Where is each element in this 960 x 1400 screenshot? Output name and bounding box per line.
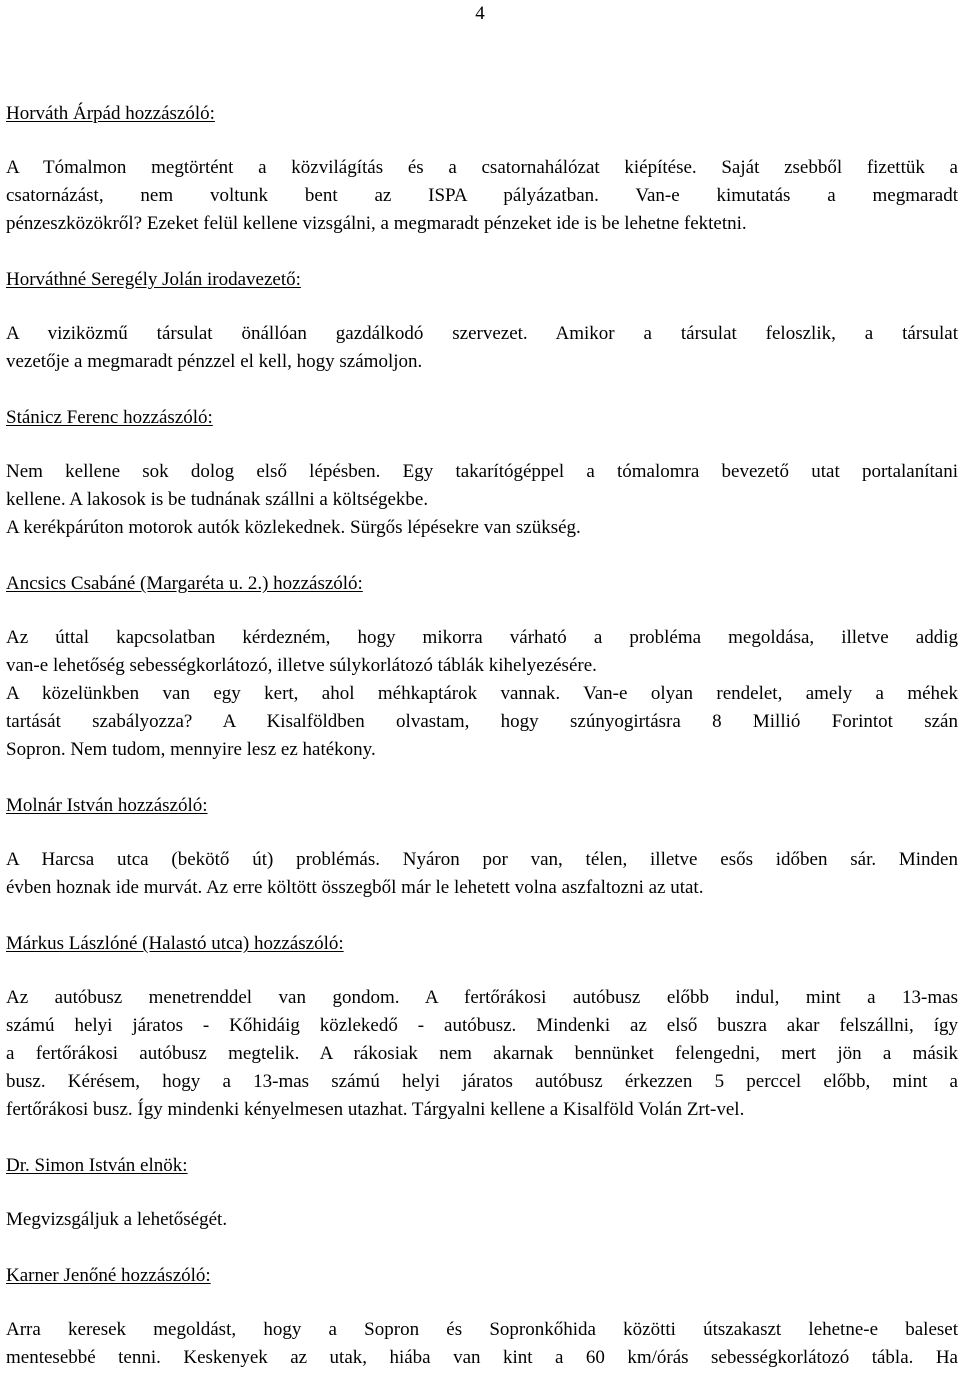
text-line: Arra keresek megoldást, hogy a Sopron és Sopronkőhida közötti útszakaszt lehetne-e baleset <box>6 1319 958 1340</box>
page-number: 4 <box>475 3 485 24</box>
text-line: Megvizsgáljuk a lehetőségét. <box>6 1209 228 1230</box>
speech-paragraph <box>6 458 958 542</box>
speaker-heading: Stánicz Ferenc hozzászóló: <box>6 407 213 428</box>
speaker-heading: Dr. Simon István elnök: <box>6 1155 188 1176</box>
text-line: A közelünkben van egy kert, ahol méhkaptárok vannak. Van-e olyan rendelet, amely a méhek <box>6 683 958 704</box>
text-line: vezetője a megmaradt pénzzel el kell, hogy számoljon. <box>6 351 423 372</box>
speaker-heading: Ancsics Csabáné (Margaréta u. 2.) hozzászóló: <box>6 573 363 594</box>
text-line: Nem kellene sok dolog első lépésben. Egy takarítógéppel a tómalomra bevezető utat portalanítani <box>6 461 958 482</box>
text-line: csatornázást, nem voltunk bent az ISPA pályázatban. Van-e kimutatás a megmaradt <box>6 185 958 206</box>
text-line: számú helyi járatos - Kőhidáig közlekedő - autóbusz. Mindenki az első buszra akar felszállni, így <box>6 1015 958 1036</box>
text-line: Az autóbusz menetrenddel van gondom. A fertőrákosi autóbusz előbb indul, mint a 13-mas <box>6 987 958 1008</box>
speaker-heading: Karner Jenőné hozzászóló: <box>6 1265 211 1286</box>
speaker-heading: Horváth Árpád hozzászóló: <box>6 103 215 124</box>
speech-paragraph <box>6 984 958 1124</box>
speech-paragraph <box>6 1206 958 1234</box>
text-line: A kerékpárúton motorok autók közlekednek. Sürgős lépésekre van szükség. <box>6 517 581 538</box>
document-body <box>6 100 958 1400</box>
speech-paragraph <box>6 846 958 902</box>
speech-paragraph <box>6 624 958 764</box>
text-line: évben hoznak ide murvát. Az erre költött összegből már le lehetett volna aszfaltozni az utat. <box>6 877 704 898</box>
text-line: a fertőrákosi autóbusz megtelik. A rákosiak nem akarnak bennünket felengedni, mert jön a másik <box>6 1043 958 1064</box>
text-line: busz. Kérésem, hogy a 13-mas számú helyi járatos autóbusz érkezzen 5 perccel előbb, mint a <box>6 1071 958 1092</box>
text-line: Sopron. Nem tudom, mennyire lesz ez hatékony. <box>6 739 376 760</box>
text-line: A viziközmű társulat önállóan gazdálkodó szervezet. Amikor a társulat feloszlik, a társulat <box>6 323 958 344</box>
text-line: fertőrákosi busz. Így mindenki kényelmesen utazhat. Tárgyalni kellene a Kisalföld Volán Zrt-vel. <box>6 1099 745 1120</box>
speaker-heading: Molnár István hozzászóló: <box>6 795 208 816</box>
text-line: pénzeszközökről? Ezeket felül kellene vizsgálni, a megmaradt pénzeket ide is be lehetne fektetni. <box>6 213 747 234</box>
text-line: A Tómalmon megtörtént a közvilágítás és a csatornahálózat kiépítése. Saját zsebből fizettük a <box>6 157 958 178</box>
speech-paragraph <box>6 1316 958 1372</box>
speaker-heading: Márkus Lászlóné (Halastó utca) hozzászóló: <box>6 933 344 954</box>
speech-paragraph <box>6 154 958 238</box>
text-line: A Harcsa utca (bekötő út) problémás. Nyáron por van, télen, illetve esős időben sár. Minden <box>6 849 958 870</box>
speech-paragraph <box>6 320 958 376</box>
text-line: kellene. A lakosok is be tudnának szállni a költségekbe. <box>6 489 429 510</box>
text-line: van-e lehetőség sebességkorlátozó, illetve súlykorlátozó táblák kihelyezésére. <box>6 655 597 676</box>
text-line: tartását szabályozza? A Kisalföldben olvastam, hogy szúnyogirtásra 8 Millió Forintot szán <box>6 711 958 732</box>
speaker-heading: Horváthné Seregély Jolán irodavezető: <box>6 269 301 290</box>
text-line: Az úttal kapcsolatban kérdezném, hogy mikorra várható a probléma megoldása, illetve addig <box>6 627 958 648</box>
text-line: mentesebbé tenni. Keskenyek az utak, hiába van kint a 60 km/órás sebességkorlátozó tábla. Ha <box>6 1347 958 1368</box>
